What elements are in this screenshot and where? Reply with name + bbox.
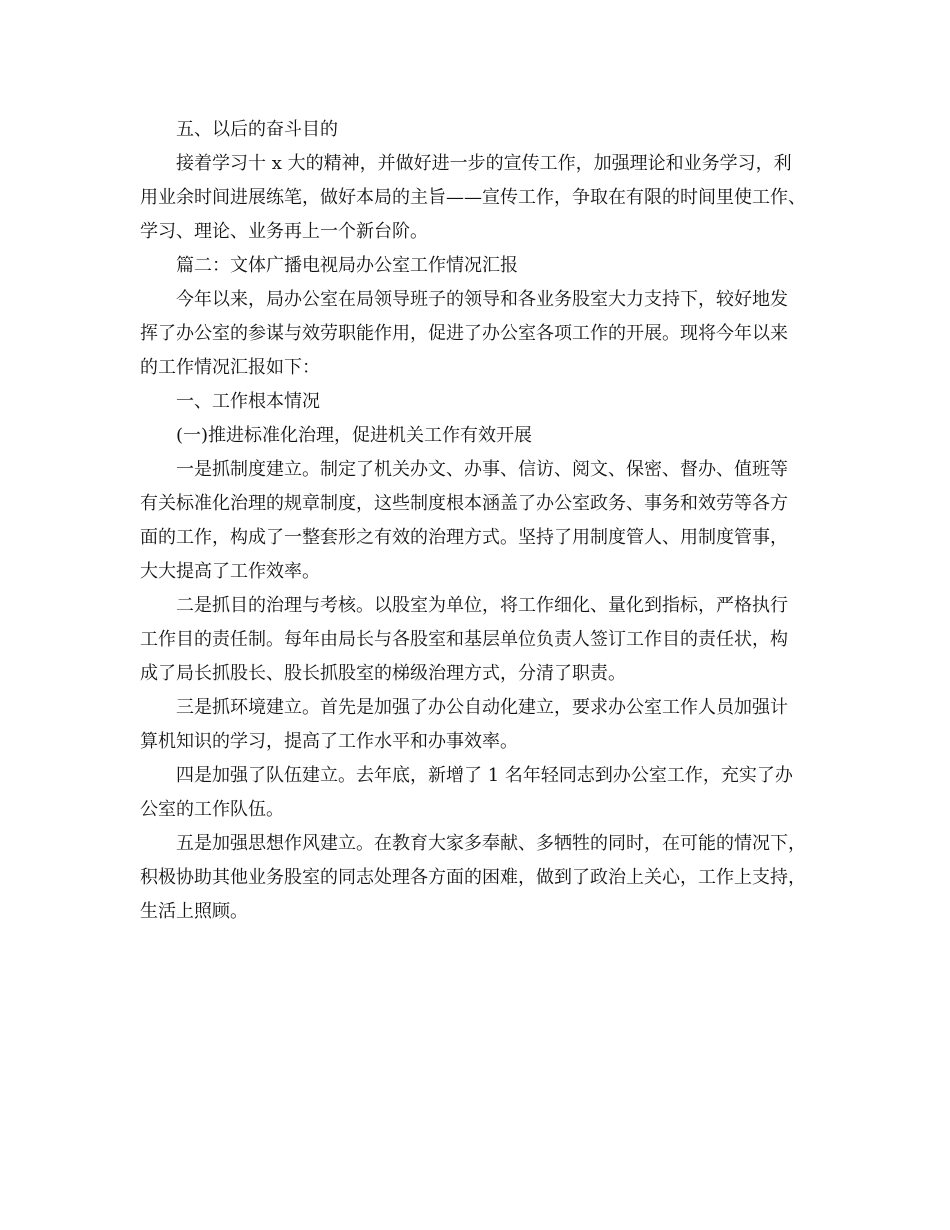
paragraph-line: 四是加强了队伍建立。去年底，新增了 1 名年轻同志到办公室工作，充实了办	[176, 765, 793, 786]
article-title: 篇二：文体广播电视局办公室工作情况汇报	[176, 255, 518, 276]
paragraph-line: 五是加强思想作风建立。在教育大家多奉献、多牺牲的同时，在可能的情况下，	[176, 833, 806, 854]
paragraph-line: 挥了办公室的参谋与效劳职能作用，促进了办公室各项工作的开展。现将今年以来	[140, 323, 788, 344]
paragraph-line: 用业余时间进展练笔，做好本局的主旨——宣传工作，争取在有限的时间里使工作、	[140, 187, 806, 208]
paragraph-line: 今年以来，局办公室在局领导班子的领导和各业务股室大力支持下，较好地发	[176, 289, 788, 310]
paragraph-line: 学习、理论、业务再上一个新台阶。	[140, 221, 428, 242]
paragraph-line: 生活上照顾。	[140, 901, 248, 922]
section-heading-basic-situation: 一、工作根本情况	[176, 391, 320, 412]
section-heading-goals: 五、以后的奋斗目的	[176, 119, 338, 140]
paragraph-line: 公室的工作队伍。	[140, 799, 284, 820]
paragraph-line: 大大提高了工作效率。	[140, 561, 320, 582]
paragraph-line: 积极协助其他业务股室的同志处理各方面的困难，做到了政治上关心，工作上支持，	[140, 867, 806, 888]
subsection-heading: (一)推进标准化治理，促进机关工作有效开展	[176, 425, 533, 446]
paragraph-line: 有关标准化治理的规章制度，这些制度根本涵盖了办公室政务、事务和效劳等各方	[140, 493, 788, 514]
paragraph-line: 算机知识的学习，提高了工作水平和办事效率。	[140, 731, 518, 752]
paragraph-line: 的工作情况汇报如下：	[140, 357, 320, 378]
paragraph-line: 面的工作，构成了一整套形之有效的治理方式。坚持了用制度管人、用制度管事，	[140, 527, 788, 548]
paragraph-line: 成了局长抓股长、股长抓股室的梯级治理方式，分清了职责。	[140, 663, 626, 684]
paragraph-line: 三是抓环境建立。首先是加强了办公自动化建立，要求办公室工作人员加强计	[176, 697, 788, 718]
document-body	[140, 113, 830, 929]
paragraph-line: 一是抓制度建立。制定了机关办文、办事、信访、阅文、保密、督办、值班等	[176, 459, 788, 480]
paragraph-line: 二是抓目的治理与考核。以股室为单位，将工作细化、量化到指标，严格执行	[176, 595, 788, 616]
paragraph-line: 接着学习十 x 大的精神，并做好进一步的宣传工作，加强理论和业务学习，利	[176, 153, 792, 174]
paragraph-line: 工作目的责任制。每年由局长与各股室和基层单位负责人签订工作目的责任状，构	[140, 629, 788, 650]
